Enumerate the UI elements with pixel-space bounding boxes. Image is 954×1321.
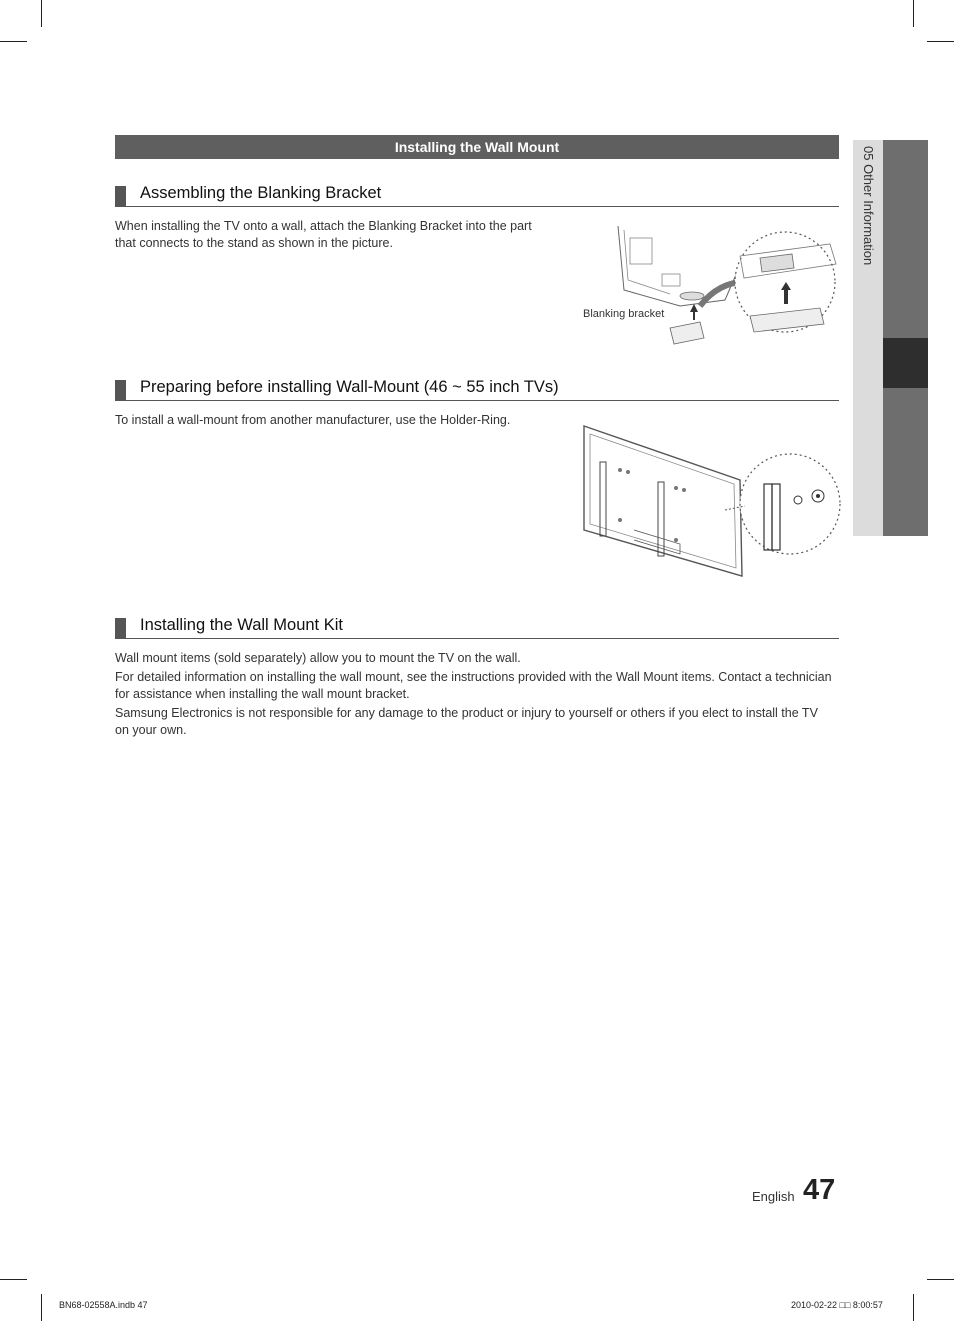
- section-heading: [115, 616, 839, 639]
- heading-bar: [115, 618, 126, 638]
- holder-ring-illustration: [580, 420, 845, 580]
- paragraph: When installing the TV onto a wall, attach the Blanking Bracket into the part that connects to the stand as shown in the picture.: [115, 219, 532, 250]
- figure-caption: Blanking bracket: [583, 308, 665, 320]
- blanking-bracket-illustration: [600, 220, 845, 350]
- paragraph: To install a wall-mount from another manufacturer, use the Holder-Ring.: [115, 413, 511, 427]
- section-title: Installing the Wall Mount: [115, 135, 839, 159]
- section-heading: [115, 184, 839, 207]
- paragraph: For detailed information on installing the wall mount, see the instructions provided with the Wall Mount items. Contact a technician for assistance when installing the wall mount bracket.: [115, 670, 832, 701]
- crop-mark: [0, 41, 27, 42]
- heading-bar: [115, 186, 126, 206]
- crop-mark: [0, 1279, 27, 1280]
- crop-mark: [41, 1294, 42, 1321]
- chapter-label-text: 05 Other Information: [861, 146, 876, 266]
- footer-language: English: [752, 1189, 795, 1204]
- section-heading: [115, 378, 839, 401]
- chapter-label: [858, 146, 878, 446]
- print-timestamp: 2010-02-22 □□ 8:00:57: [791, 1300, 883, 1310]
- paragraph: Samsung Electronics is not responsible for any damage to the product or injury to yourself or others if you elect to install the TV on your own.: [115, 706, 818, 737]
- chapter-tab-marker: [883, 338, 928, 388]
- print-file-info: BN68-02558A.indb 47: [59, 1300, 148, 1310]
- crop-mark: [41, 0, 42, 27]
- crop-mark: [913, 1294, 914, 1321]
- crop-mark: [913, 0, 914, 27]
- heading-bar: [115, 380, 126, 400]
- heading-text: Assembling the Blanking Bracket: [140, 184, 382, 202]
- crop-mark: [927, 41, 954, 42]
- crop-mark: [927, 1279, 954, 1280]
- heading-text: Preparing before installing Wall-Mount (46 ~ 55 inch TVs): [140, 378, 559, 396]
- heading-text: Installing the Wall Mount Kit: [140, 616, 343, 634]
- paragraph: Wall mount items (sold separately) allow you to mount the TV on the wall.: [115, 651, 521, 665]
- page-number: 47: [803, 1174, 836, 1206]
